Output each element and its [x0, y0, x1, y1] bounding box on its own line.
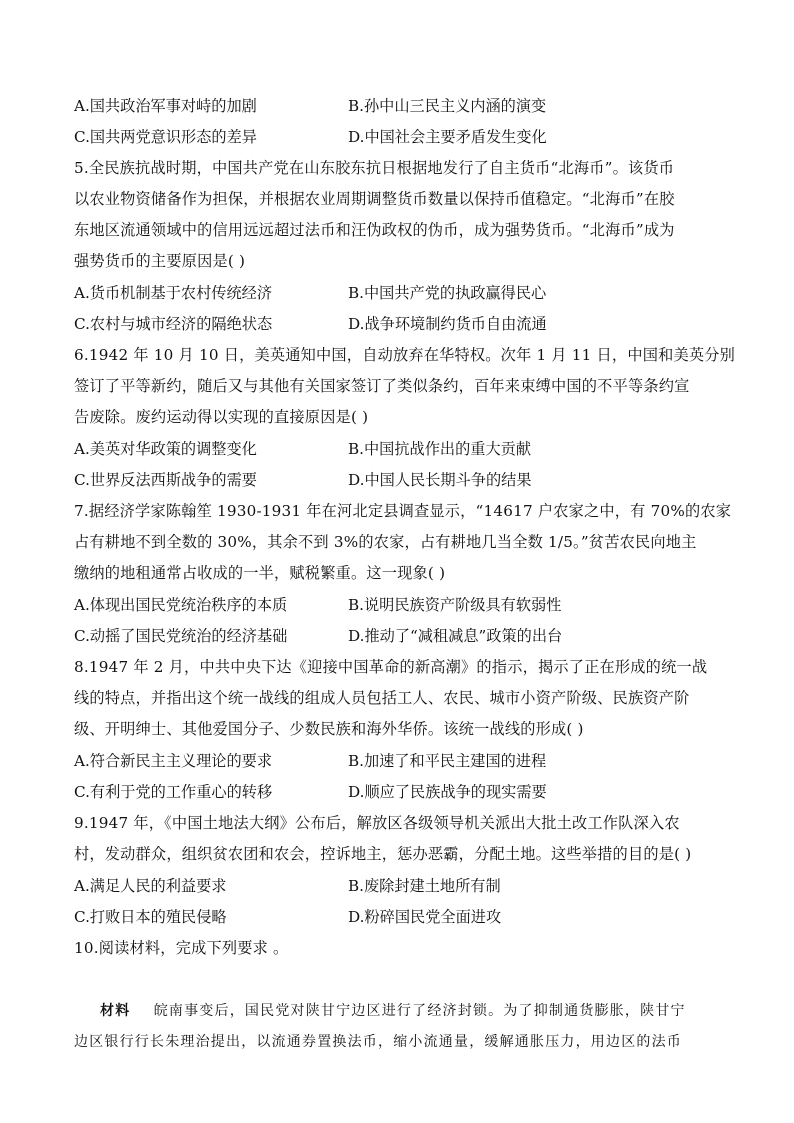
q9-option-d[interactable]: D.粉碎国民党全面进攻: [348, 908, 502, 926]
q9-option-c[interactable]: C.打败日本的殖民侵略: [74, 908, 227, 926]
q9-option-row-2: [74, 907, 724, 927]
q6-option-d[interactable]: D.中国人民长期斗争的结果: [348, 471, 532, 489]
q9-option-a[interactable]: A.满足人民的利益要求: [74, 877, 227, 895]
q4-option-b[interactable]: B.孙中山三民主义内涵的演变: [348, 97, 547, 115]
q10-stem: 10.阅读材料，完成下列要求 。: [74, 939, 289, 957]
q5-stem-line: 东地区流通领域中的信用远远超过法币和汪伪政权的伪币，成为强势货币。“北海币”成为: [74, 221, 675, 239]
q6-option-a[interactable]: A.美英对华政策的调整变化: [74, 440, 257, 458]
q10-material-text: 皖南事变后，国民党对陕甘宁边区进行了经济封锁。为了抑制通货膨胀，陕甘宁: [153, 1003, 686, 1019]
q4-option-a[interactable]: A.国共政治军事对峙的加剧: [74, 97, 257, 115]
q4-option-c[interactable]: C.国共两党意识形态的差异: [74, 128, 257, 146]
q7-option-row-2: [74, 626, 724, 646]
q5-option-b[interactable]: B.中国共产党的执政赢得民心: [348, 284, 547, 302]
q4-option-row-2: [74, 127, 724, 147]
q6-option-row-1: [74, 439, 724, 459]
q4-option-d[interactable]: D.中国社会主要矛盾发生变化: [348, 128, 547, 146]
q8-option-row-2: [74, 782, 724, 802]
q7-stem-line: 7.据经济学家陈翰笙 1930-1931 年在河北定县调查显示，“14617 户农家之中，有 70%的农家: [74, 502, 732, 520]
q10-material-line: [100, 1001, 724, 1021]
q5-stem-line: 5.全民族抗战时期，中国共产党在山东胶东抗日根据地发行了自主货币“北海币”。该货币: [74, 159, 675, 177]
q6-option-b[interactable]: B.中国抗战作出的重大贡献: [348, 440, 532, 458]
q9-option-b[interactable]: B.废除封建土地所有制: [348, 877, 501, 895]
q5-option-row-1: [74, 283, 724, 303]
q9-stem-line: 村，发动群众，组织贫农团和农会，控诉地主，惩办恶霸，分配土地。这些举措的目的是( ): [74, 845, 692, 863]
q6-stem-line: 告废除。废约运动得以实现的直接原因是( ): [74, 408, 369, 426]
q8-stem-line: 级、开明绅士、其他爱国分子、少数民族和海外华侨。该统一战线的形成( ): [74, 720, 584, 738]
q4-option-row-1: [74, 96, 724, 116]
q7-option-b[interactable]: B.说明民族资产阶级具有软弱性: [348, 596, 562, 614]
q5-option-row-2: [74, 314, 724, 334]
q5-option-d[interactable]: D.战争环境制约货币自由流通: [348, 315, 547, 333]
q7-option-row-1: [74, 595, 724, 615]
q7-stem-line: 缴纳的地租通常占收成的一半，赋税繁重。这一现象( ): [74, 564, 446, 582]
q5-option-a[interactable]: A.货币机制基于农村传统经济: [74, 284, 273, 302]
q9-option-row-1: [74, 876, 724, 896]
q10-material-label: 材料: [100, 1003, 131, 1019]
q5-stem-line: 以农业物资储备作为担保，并根据农业周期调整货币数量以保持币值稳定。“北海币”在胶: [74, 190, 675, 208]
q7-option-a[interactable]: A.体现出国民党统治秩序的本质: [74, 596, 288, 614]
q6-option-c[interactable]: C.世界反法西斯战争的需要: [74, 471, 257, 489]
q8-option-a[interactable]: A.符合新民主主义理论的要求: [74, 752, 273, 770]
q7-stem-line: 占有耕地不到全数的 30%，其余不到 3%的农家，占有耕地几当全数 1/5。”贫苦农民向地主: [74, 533, 697, 551]
q8-option-c[interactable]: C.有利于党的工作重心的转移: [74, 783, 273, 801]
q9-stem-line: 9.1947 年，《中国土地法大纲》公布后，解放区各级领导机关派出大批土改工作队深入农: [74, 814, 680, 832]
q6-stem-line: 6.1942 年 10 月 10 日，美英通知中国，自动放弃在华特权。次年 1 月 11 日，中国和美英分别: [74, 346, 736, 364]
q7-option-c[interactable]: C.动摇了国民党统治的经济基础: [74, 627, 288, 645]
q10-material-line: 边区银行行长朱理治提出，以流通券置换法币，缩小流通量，缓解通胀压力，用边区的法币: [74, 1034, 682, 1050]
q8-option-b[interactable]: B.加速了和平民主建国的进程: [348, 752, 547, 770]
q8-stem-line: 8.1947 年 2 月，中共中央下达《迎接中国革命的新高潮》的指示，揭示了正在形成的统一战: [74, 658, 708, 676]
q7-option-d[interactable]: D.推动了“减租减息”政策的出台: [348, 627, 563, 645]
q5-stem-line: 强势货币的主要原因是( ): [74, 252, 246, 270]
q8-option-d[interactable]: D.顺应了民族战争的现实需要: [348, 783, 547, 801]
q5-option-c[interactable]: C.农村与城市经济的隔绝状态: [74, 315, 273, 333]
q6-option-row-2: [74, 470, 724, 490]
q8-stem-line: 线的特点，并指出这个统一战线的组成人员包括工人、农民、城市小资产阶级、民族资产阶: [74, 689, 690, 707]
q6-stem-line: 签订了平等新约，随后又与其他有关国家签订了类似条约，百年来束缚中国的不平等条约宣: [74, 377, 690, 395]
q8-option-row-1: [74, 751, 724, 771]
